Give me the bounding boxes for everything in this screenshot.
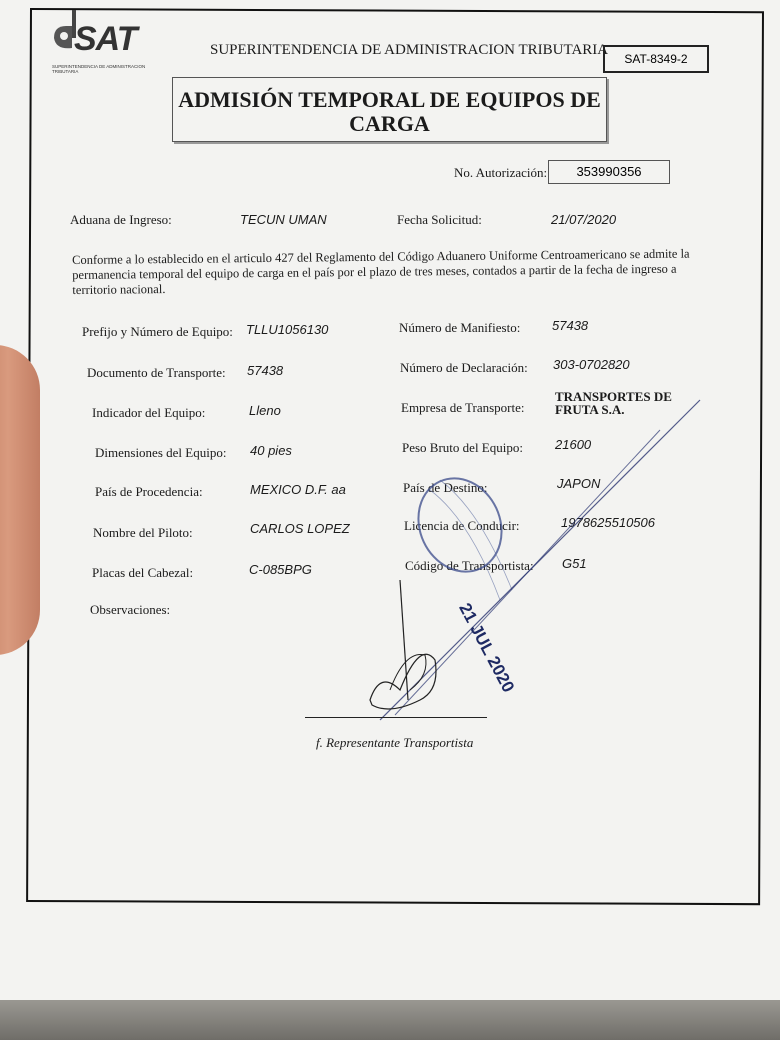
fecha-value: 21/07/2020 [551, 212, 617, 227]
field-value: Lleno [249, 403, 281, 418]
field-label: Documento de Transporte: [87, 365, 226, 380]
field-value: C-085BPG [249, 562, 312, 577]
round-stamp-icon [403, 465, 516, 586]
field-label: Código de Transportista: [405, 558, 534, 573]
field-value: 57438 [247, 363, 284, 378]
signature-stroke-icon [380, 400, 700, 720]
field-value: G51 [562, 556, 587, 571]
field-label: País de Destino: [403, 480, 488, 495]
field-value: 1978625510506 [561, 515, 655, 530]
document-title: ADMISIÓN TEMPORAL DE EQUIPOS DE CARGA [178, 87, 601, 136]
agency-name: SUPERINTENDENCIA DE ADMINISTRACION TRIBUTARIA [210, 42, 609, 58]
field-value: JAPON [557, 476, 601, 491]
date-stamp: 21 JUL 2020 [455, 600, 519, 696]
field-value: TRANSPORTES DE [555, 389, 672, 404]
field-label: Empresa de Transporte: [401, 400, 525, 415]
field-value: 57438 [552, 318, 589, 333]
signature-stroke-icon [395, 430, 660, 715]
field-value: MEXICO D.F. aa [250, 482, 346, 497]
signature-caption: f. Representante Transportista [316, 735, 474, 750]
field-label: Placas del Cabezal: [92, 565, 194, 580]
aduana-value: TECUN UMAN [240, 212, 327, 227]
field-value: 40 pies [250, 443, 292, 458]
field-value-line2: FRUTA S.A. [555, 402, 625, 417]
field-label: Indicador del Equipo: [92, 405, 206, 420]
logo-subtitle: SUPERINTENDENCIA DE ADMINISTRACION TRIBUTARIA [52, 64, 146, 74]
field-label: Peso Bruto del Equipo: [402, 440, 523, 455]
field-label: Número de Manifiesto: [399, 320, 521, 335]
logo-text: SAT [74, 20, 137, 58]
stamp-detail-icon [430, 490, 500, 600]
field-label: Licencia de Conducir: [404, 518, 520, 533]
fecha-label: Fecha Solicitud: [397, 212, 482, 227]
field-value: 303-0702820 [553, 357, 630, 372]
field-value: 21600 [555, 437, 592, 452]
field-label: País de Procedencia: [95, 484, 203, 499]
observaciones-label: Observaciones: [90, 602, 171, 617]
form-code: SAT-8349-2 [603, 45, 709, 73]
field-value: TLLU1056130 [246, 322, 329, 337]
field-label: Número de Declaración: [400, 360, 528, 375]
aduana-label: Aduana de Ingreso: [70, 212, 172, 227]
field-value: CARLOS LOPEZ [250, 521, 350, 536]
field-label: Nombre del Piloto: [93, 525, 193, 540]
authorization-number: 353990356 [548, 160, 670, 184]
authorization-label: No. Autorización: [454, 165, 548, 180]
field-label: Prefijo y Número de Equipo: [82, 324, 233, 339]
field-label: Dimensiones del Equipo: [95, 445, 227, 460]
signature-line [305, 717, 487, 718]
legal-paragraph: Conforme a lo establecido en el articulo 427 del Reglamento del Código Aduanero Uniforme Centroamericano se admite la permanencia temporal del equipo de carga en el país por el plazo de tres meses, contados a partir de la fecha de ingreso a territorio nacional. [72, 246, 690, 297]
